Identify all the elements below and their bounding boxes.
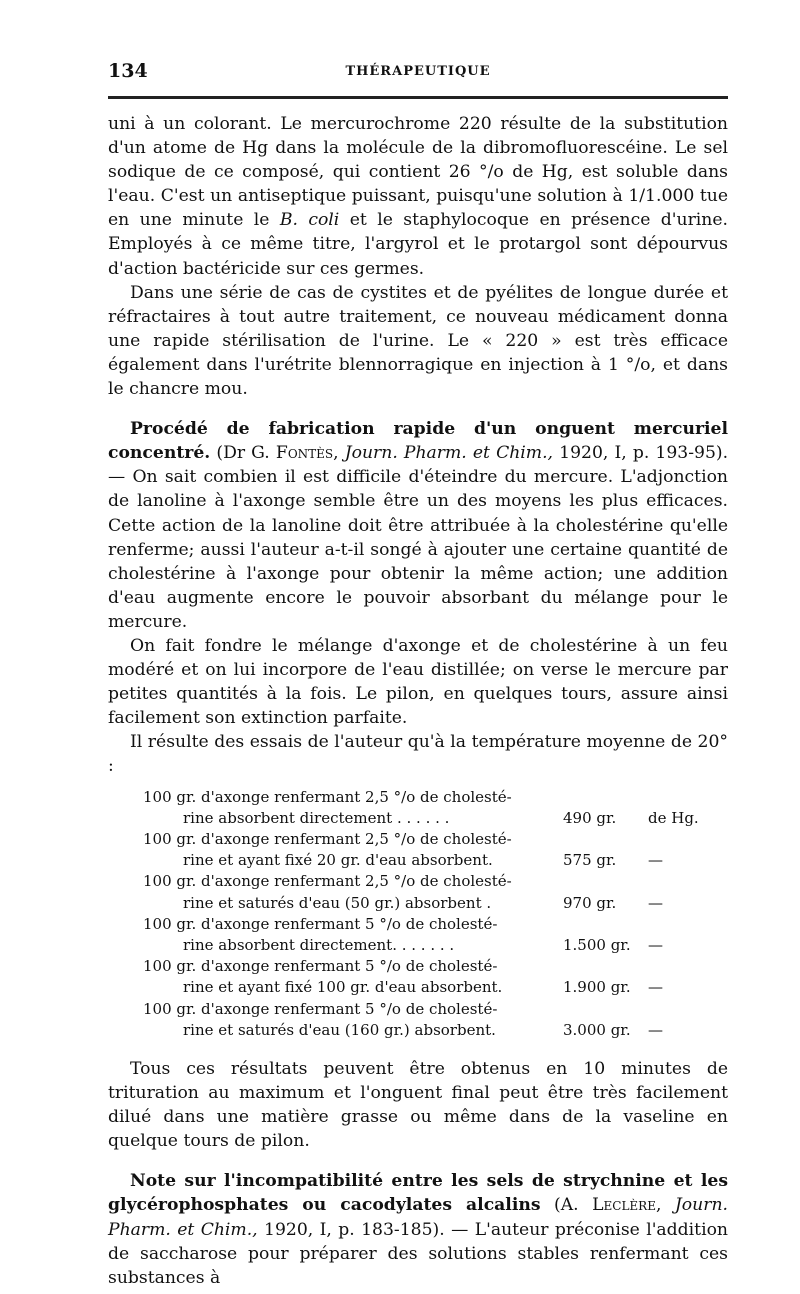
paragraph-essais: Il résulte des essais de l'auteur qu'à la température moyenne de 20° : [108, 732, 728, 777]
result-amount: 3.000 gr. [563, 1020, 631, 1039]
paragraph-preparation: On fait fondre le mélange d'axonge et de cholestérine à un feu modéré et on lui incorpore de l'eau distillée; on verse le mercure par petites quantités à la fois. Le pilon, en quelques tours, assure ainsi facilement son extinction parfaite. [108, 635, 728, 729]
paragraph-mercurochrome: uni à un colorant. Le mercurochrome 220 résulte de la substitution d'un atome de Hg dans la molécule de la dibromofluorescéine. Le sel sodique de ce composé, qui contient 26 °/o de Hg, est soluble dans l'eau. C'est un antiseptique puissant, puisqu'une solution à 1/1.000 tue en une minute le B. coli et le staphylocoque en présence d'urine. Employés à ce même titre, l'argyrol et le protargol sont dépourvus d'action bactéricide sur ces germes. [108, 114, 728, 279]
result-amount: 575 gr. [563, 851, 617, 870]
result-row: 100 gr. d'axonge renfermant 2,5 °/o de cholesté- rine et ayant fixé 20 gr. d'eau absorbent. 575 gr. — [143, 829, 728, 871]
result-row: 100 gr. d'axonge renfermant 2,5 °/o de cholesté- rine et saturés d'eau (50 gr.) absorbent . 970 gr. — [143, 871, 728, 913]
results-table [143, 787, 728, 1041]
section-onguent: Procédé de fabrication rapide d'un onguent mercuriel concentré. (Dr G. Fontès, Journ. Pharm. et Chim., 1920, I, p. 193-95). — On sait combien il est difficile d'éteindre du mercure. L'adjonction de lanoline à l'axonge semble être un des moyens les plus efficaces. Cette action de la lanoline doit être attribuée à la cholestérine qu'elle renferme; aussi l'auteur a-t-il songé à ajouter une certaine quantité de cholestérine à l'axonge pour obtenir la même action; une addition d'eau augmente encore le pouvoir absorbant du mélange pour le mercure. [108, 419, 729, 632]
section-title: Procédé de fabrication rapide d'un onguent mercuriel concentré. [108, 419, 728, 464]
result-row: 100 gr. d'axonge renfermant 5 °/o de cholesté- rine et saturés d'eau (160 gr.) absorbent. 3.000 gr. — [143, 999, 728, 1041]
result-unit: — [648, 978, 663, 997]
section-strychnine: Note sur l'incompatibilité entre les sels de strychnine et les glycérophosphates ou cacodylates alcalins (A. Leclère, Journ. Pharm. et Chim., 1920, I, p. 183-185). — L'auteur préconise l'addition de saccharose pour préparer des solutions stables renfermant ces substances à [108, 1171, 728, 1288]
page-body [108, 112, 728, 1290]
result-unit: — [648, 893, 663, 912]
paragraph-conclusion: Tous ces résultats peuvent être obtenus en 10 minutes de trituration au maximum et l'onguent final peut être très facilement dilué dans une matière grasse ou même dans de la vaseline en quelque tours de pilon. [108, 1058, 728, 1152]
result-unit: — [648, 935, 663, 954]
result-amount: 970 gr. [563, 893, 617, 912]
result-unit: de Hg. [648, 808, 699, 827]
result-row: 100 gr. d'axonge renfermant 5 °/o de cholesté- rine absorbent directement. . . . . . . 1.500 gr. — [143, 914, 728, 956]
running-title: THÉRAPEUTIQUE [345, 64, 491, 79]
result-unit: — [648, 1020, 663, 1039]
result-row: 100 gr. d'axonge renfermant 2,5 °/o de cholesté- rine absorbent directement . . . . . . 490 gr. de Hg. [143, 787, 728, 829]
result-unit: — [648, 851, 663, 870]
page-header [108, 60, 728, 88]
result-amount: 1.900 gr. [563, 978, 631, 997]
result-row: 100 gr. d'axonge renfermant 5 °/o de cholesté- rine et ayant fixé 100 gr. d'eau absorbent. 1.900 gr. — [143, 956, 728, 998]
paragraph-cystites: Dans une série de cas de cystites et de pyélites de longue durée et réfractaires à tout autre traitement, ce nouveau médicament donna une rapide stérilisation de l'urine. Le « 220 » est très efficace également dans l'urétrite blennorragique en injection à 1 °/o, et dans le chancre mou. [108, 282, 728, 400]
header-rule [108, 96, 728, 99]
page-number: 134 [108, 60, 148, 82]
result-amount: 490 gr. [563, 808, 617, 827]
section-title: Note sur l'incompatibilité entre les sels de strychnine et les glycérophosphates ou cacodylates alcalins [108, 1171, 728, 1216]
result-amount: 1.500 gr. [563, 935, 631, 954]
